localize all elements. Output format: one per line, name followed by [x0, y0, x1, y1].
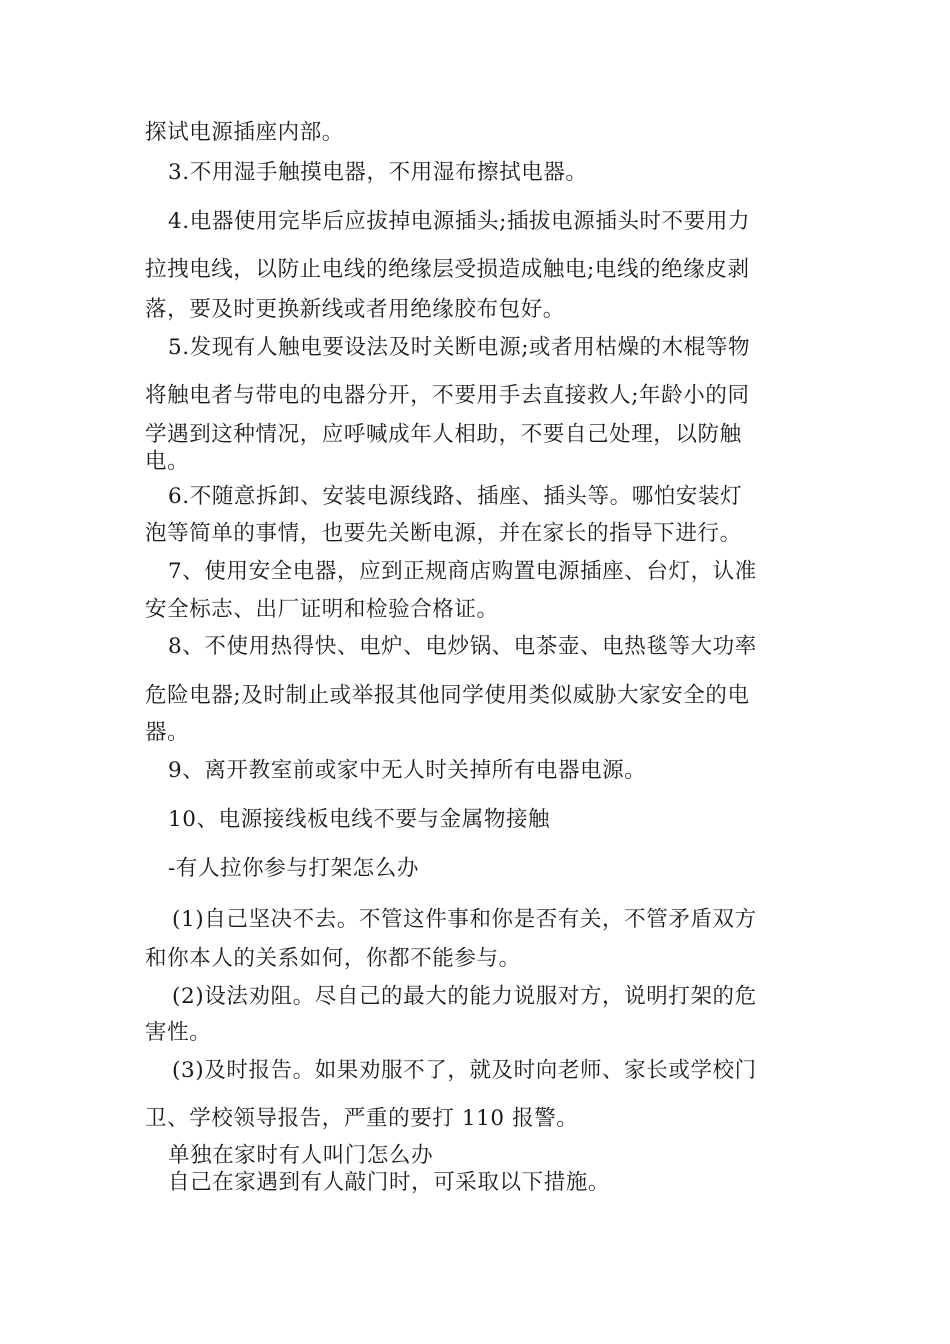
text-line: (3)及时报告。如果劝服不了，就及时向老师、家长或学校门	[172, 1058, 757, 1083]
text-line: 单独在家时有人叫门怎么办	[168, 1143, 434, 1168]
text-line: 探试电源插座内部。	[145, 120, 344, 145]
text-line: 落，要及时更换新线或者用绝缘胶布包好。	[145, 297, 565, 322]
text-line: 害性。	[145, 1020, 212, 1045]
text-line: 电。	[145, 449, 190, 474]
text-line: 自己在家遇到有人敲门时，可采取以下措施。	[168, 1170, 611, 1195]
text-line: 学遇到这种情况，应呼喊成年人相助，不要自己处理，以防触	[145, 422, 742, 447]
text-line: (2)设法劝阻。尽自己的最大的能力说服对方，说明打架的危	[172, 984, 757, 1009]
text-line: -有人拉你参与打架怎么办	[168, 856, 419, 881]
text-line: 6.不随意拆卸、安装电源线路、插座、插头等。哪怕安装灯	[168, 484, 743, 509]
text-line: 10、电源接线板电线不要与金属物接触	[168, 807, 551, 832]
text-line: 和你本人的关系如何，你都不能参与。	[145, 946, 521, 971]
text-line: 拉拽电线，以防止电线的绝缘层受损造成触电;电线的绝缘皮剥	[145, 257, 750, 282]
text-line: 危险电器;及时制止或举报其他同学使用类似威胁大家安全的电	[145, 683, 750, 708]
text-line: 器。	[145, 720, 190, 745]
text-line: 泡等简单的事情，也要先关断电源，并在家长的指导下进行。	[145, 521, 742, 546]
text-line: (1)自己坚决不去。不管这件事和你是否有关，不管矛盾双方	[172, 907, 757, 932]
text-line: 4.电器使用完毕后应拔掉电源插头;插拔电源插头时不要用力	[168, 209, 751, 234]
text-line: 9、离开教室前或家中无人时关掉所有电器电源。	[168, 758, 647, 783]
text-line: 8、不使用热得快、电炉、电炒锅、电茶壶、电热毯等大功率	[168, 634, 757, 659]
text-line: 卫、学校领导报告，严重的要打 110 报警。	[145, 1106, 579, 1131]
text-line: 7、使用安全电器，应到正规商店购置电源插座、台灯，认准	[168, 559, 757, 584]
text-line: 3.不用湿手触摸电器，不用湿布擦拭电器。	[168, 160, 588, 185]
text-line: 5.发现有人触电要设法及时关断电源;或者用枯燥的木棍等物	[168, 335, 751, 360]
text-line: 安全标志、出厂证明和检验合格证。	[145, 597, 499, 622]
text-line: 将触电者与带电的电器分开，不要用手去直接救人;年龄小的同	[145, 383, 750, 408]
